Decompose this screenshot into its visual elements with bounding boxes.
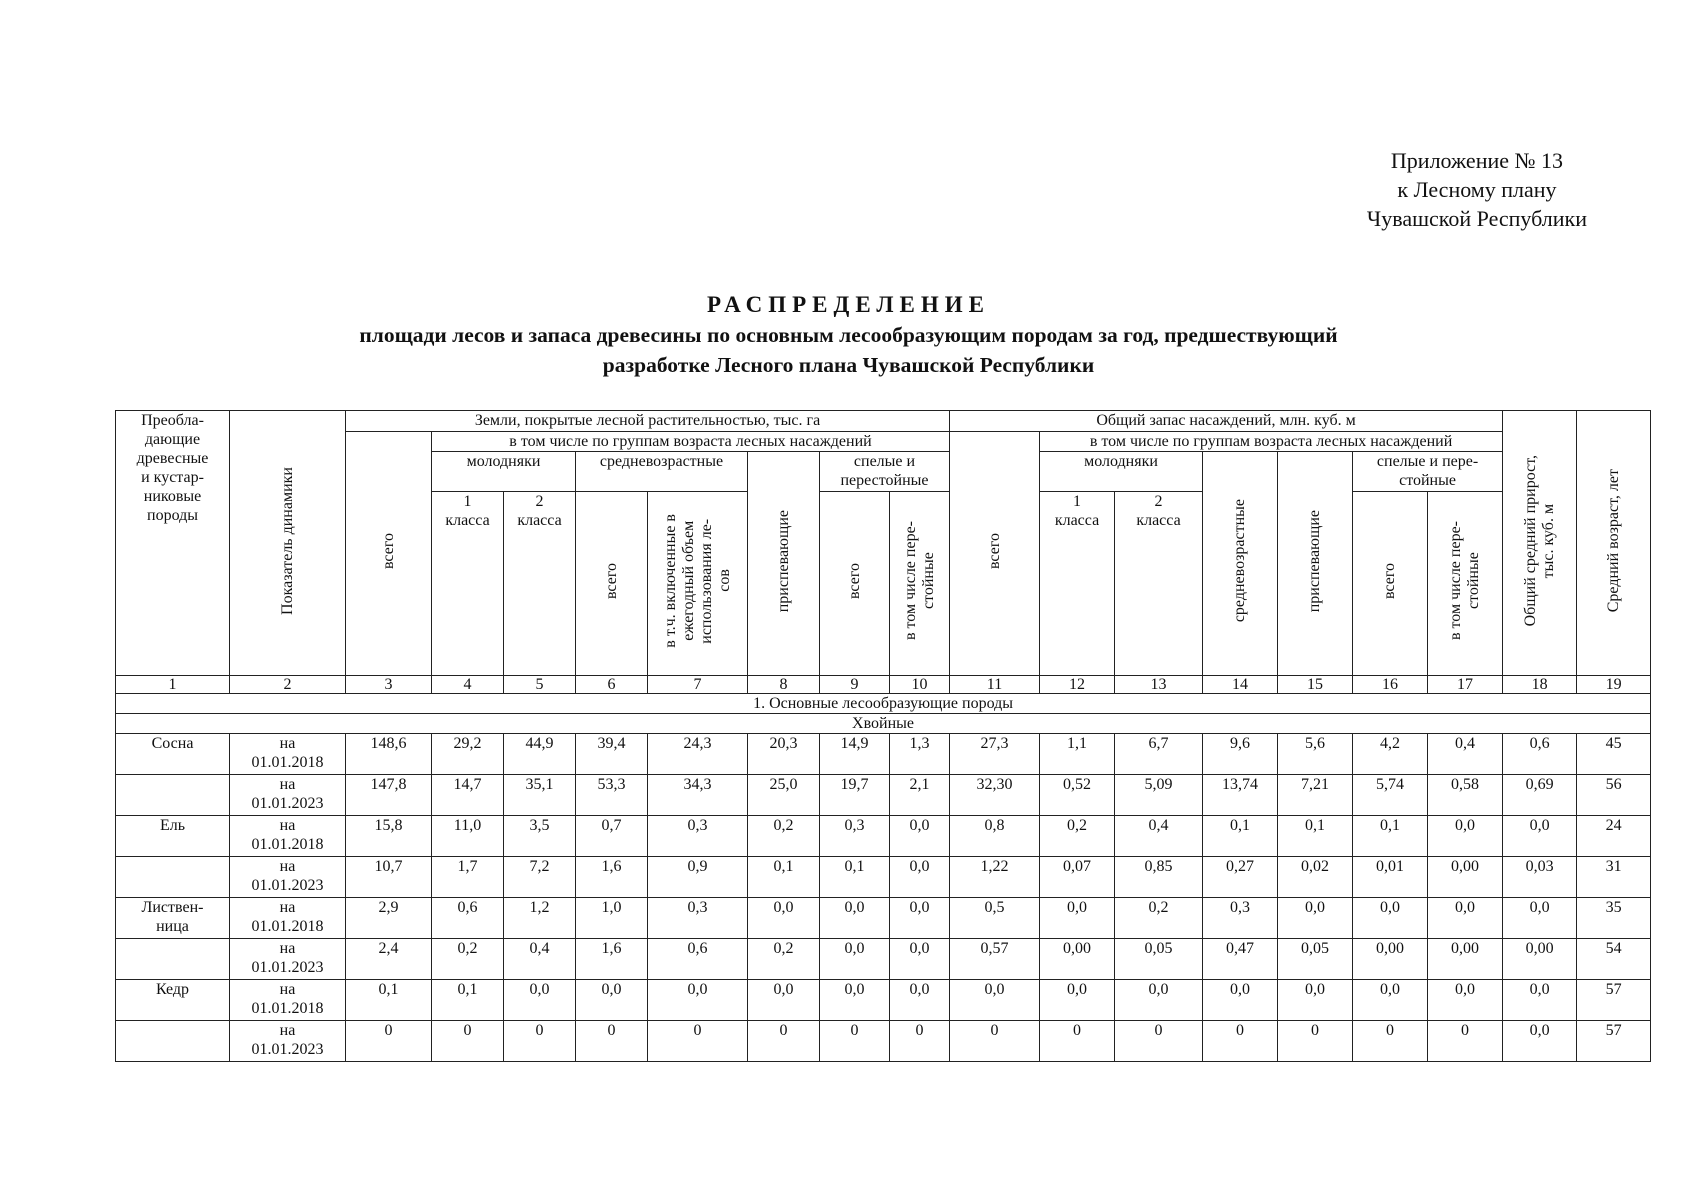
table-cell: 0 bbox=[1203, 1021, 1278, 1062]
table-cell: 0 bbox=[1278, 1021, 1353, 1062]
table-cell: 0,27 bbox=[1203, 857, 1278, 898]
table-cell: 0 bbox=[1428, 1021, 1503, 1062]
table-cell: 0,0 bbox=[1503, 898, 1577, 939]
species-name-continued bbox=[116, 1021, 230, 1062]
header-area-ripening: приспевающие bbox=[748, 452, 820, 676]
table-cell: 14,7 bbox=[432, 775, 504, 816]
column-number: 5 bbox=[504, 676, 576, 694]
table-cell: 147,8 bbox=[346, 775, 432, 816]
distribution-table bbox=[115, 410, 1651, 1062]
table-cell: 0,58 bbox=[1428, 775, 1503, 816]
column-number: 3 bbox=[346, 676, 432, 694]
table-cell: 0,69 bbox=[1503, 775, 1577, 816]
column-number: 15 bbox=[1278, 676, 1353, 694]
appendix-line-3: Чувашской Республики bbox=[1366, 206, 1587, 231]
table-cell: 0,00 bbox=[1428, 939, 1503, 980]
table-cell: 0,00 bbox=[1353, 939, 1428, 980]
table-cell: 0,0 bbox=[1353, 898, 1428, 939]
table-cell: 31 bbox=[1577, 857, 1651, 898]
column-number: 18 bbox=[1503, 676, 1577, 694]
table-cell: 0,0 bbox=[1503, 816, 1577, 857]
table-cell: 0,0 bbox=[890, 816, 950, 857]
header-area-middle: средневозрастные bbox=[576, 452, 748, 492]
table-cell: 0 bbox=[748, 1021, 820, 1062]
column-number: 14 bbox=[1203, 676, 1278, 694]
table-cell: 0,0 bbox=[504, 980, 576, 1021]
table-cell: 24 bbox=[1577, 816, 1651, 857]
header-avg-age: Средний возраст, лет bbox=[1577, 411, 1651, 676]
table-cell: 1,0 bbox=[576, 898, 648, 939]
table-cell: 0 bbox=[1353, 1021, 1428, 1062]
table-cell: 0,1 bbox=[346, 980, 432, 1021]
table-cell: 0,1 bbox=[432, 980, 504, 1021]
species-name: Ель bbox=[116, 816, 230, 857]
table-cell: 0 bbox=[820, 1021, 890, 1062]
table-cell: 0,0 bbox=[748, 898, 820, 939]
column-number: 8 bbox=[748, 676, 820, 694]
dynamics-date: на 01.01.2018 bbox=[230, 898, 346, 939]
table-cell: 0 bbox=[1115, 1021, 1203, 1062]
table-cell: 0,0 bbox=[1428, 980, 1503, 1021]
table-cell: 0,0 bbox=[1278, 898, 1353, 939]
table-cell: 0,0 bbox=[1428, 898, 1503, 939]
table-cell: 0,1 bbox=[1353, 816, 1428, 857]
table-cell: 35,1 bbox=[504, 775, 576, 816]
table-cell: 1,1 bbox=[1040, 734, 1115, 775]
title-subtitle-1: площади лесов и запаса древесины по основным лесообразующим породам за год, предшествующий bbox=[359, 323, 1338, 347]
table-cell: 53,3 bbox=[576, 775, 648, 816]
table-cell: 32,30 bbox=[950, 775, 1040, 816]
dynamics-date: на 01.01.2023 bbox=[230, 939, 346, 980]
title-main: РАСПРЕДЕЛЕНИЕ bbox=[707, 292, 990, 317]
table-cell: 25,0 bbox=[748, 775, 820, 816]
table-cell: 27,3 bbox=[950, 734, 1040, 775]
table-cell: 11,0 bbox=[432, 816, 504, 857]
table-cell: 14,9 bbox=[820, 734, 890, 775]
header-stock-ripening: приспевающие bbox=[1278, 452, 1353, 676]
table-cell: 56 bbox=[1577, 775, 1651, 816]
table-cell: 1,6 bbox=[576, 939, 648, 980]
table-cell: 0,5 bbox=[950, 898, 1040, 939]
header-stock-mature-total: всего bbox=[1353, 492, 1428, 676]
table-cell: 148,6 bbox=[346, 734, 432, 775]
table-cell: 0,2 bbox=[748, 816, 820, 857]
table-cell: 1,7 bbox=[432, 857, 504, 898]
table-cell: 0,0 bbox=[1503, 1021, 1577, 1062]
table-row bbox=[116, 857, 1651, 898]
table-cell: 20,3 bbox=[748, 734, 820, 775]
table-cell: 0 bbox=[890, 1021, 950, 1062]
table-cell: 1,6 bbox=[576, 857, 648, 898]
table-cell: 0,2 bbox=[432, 939, 504, 980]
table-cell: 0,0 bbox=[950, 980, 1040, 1021]
table-cell: 0,2 bbox=[748, 939, 820, 980]
table-cell: 0,4 bbox=[504, 939, 576, 980]
column-number: 17 bbox=[1428, 676, 1503, 694]
header-area-mature-overmature: в том числе пере- стойные bbox=[890, 492, 950, 676]
table-cell: 2,4 bbox=[346, 939, 432, 980]
table-cell: 0,0 bbox=[1353, 980, 1428, 1021]
column-number: 2 bbox=[230, 676, 346, 694]
table-cell: 0,0 bbox=[1040, 898, 1115, 939]
table-cell: 0 bbox=[576, 1021, 648, 1062]
appendix-note bbox=[1367, 146, 1587, 233]
table-cell: 0,0 bbox=[1503, 980, 1577, 1021]
table-cell: 0,47 bbox=[1203, 939, 1278, 980]
table-cell: 5,74 bbox=[1353, 775, 1428, 816]
dynamics-date: на 01.01.2018 bbox=[230, 980, 346, 1021]
table-cell: 0,03 bbox=[1503, 857, 1577, 898]
appendix-line-1: Приложение № 13 bbox=[1390, 148, 1563, 173]
table-cell: 0,85 bbox=[1115, 857, 1203, 898]
table-cell: 0,0 bbox=[1040, 980, 1115, 1021]
table-cell: 19,7 bbox=[820, 775, 890, 816]
table-cell: 0,6 bbox=[648, 939, 748, 980]
table-row bbox=[116, 734, 1651, 775]
column-number: 19 bbox=[1577, 676, 1651, 694]
species-name: Сосна bbox=[116, 734, 230, 775]
header-area-mature: спелые и перестойные bbox=[820, 452, 950, 492]
header-stock-young-class2: 2 класса bbox=[1115, 492, 1203, 676]
table-cell: 0,4 bbox=[1115, 816, 1203, 857]
table-cell: 1,2 bbox=[504, 898, 576, 939]
table-cell: 0,0 bbox=[820, 898, 890, 939]
table-cell: 1,22 bbox=[950, 857, 1040, 898]
table-cell: 0,0 bbox=[890, 980, 950, 1021]
dynamics-date: на 01.01.2023 bbox=[230, 857, 346, 898]
column-number: 6 bbox=[576, 676, 648, 694]
title-subtitle-2: разработке Лесного плана Чувашской Республики bbox=[602, 353, 1095, 377]
table-cell: 0,4 bbox=[1428, 734, 1503, 775]
column-number: 12 bbox=[1040, 676, 1115, 694]
table-cell: 4,2 bbox=[1353, 734, 1428, 775]
table-cell: 0,57 bbox=[950, 939, 1040, 980]
header-increment: Общий средний прирост, тыс. куб. м bbox=[1503, 411, 1577, 676]
table-cell: 0,00 bbox=[1503, 939, 1577, 980]
table-cell: 0,0 bbox=[1203, 980, 1278, 1021]
table-row bbox=[116, 939, 1651, 980]
header-stock-middle: средневозрастные bbox=[1203, 452, 1278, 676]
header-area-group: Земли, покрытые лесной растительностью, тыс. га bbox=[346, 411, 950, 432]
table-cell: 0,1 bbox=[1278, 816, 1353, 857]
table-cell: 0,0 bbox=[890, 939, 950, 980]
table-cell: 0 bbox=[504, 1021, 576, 1062]
table-cell: 0,7 bbox=[576, 816, 648, 857]
table-cell: 0,02 bbox=[1278, 857, 1353, 898]
header-area-middle-incl: в т.ч. включенные в ежегодный объем использования ле- сов bbox=[648, 492, 748, 676]
table-cell: 0 bbox=[950, 1021, 1040, 1062]
table-cell: 0 bbox=[346, 1021, 432, 1062]
column-number: 1 bbox=[116, 676, 230, 694]
table-cell: 0,0 bbox=[890, 857, 950, 898]
table-cell: 0,0 bbox=[576, 980, 648, 1021]
table-row bbox=[116, 898, 1651, 939]
table-cell: 0,01 bbox=[1353, 857, 1428, 898]
header-area-young: молодняки bbox=[432, 452, 576, 492]
table-cell: 7,21 bbox=[1278, 775, 1353, 816]
table-cell: 57 bbox=[1577, 980, 1651, 1021]
dynamics-date: на 01.01.2023 bbox=[230, 775, 346, 816]
table-cell: 0,2 bbox=[1040, 816, 1115, 857]
table-cell: 3,5 bbox=[504, 816, 576, 857]
table-cell: 2,1 bbox=[890, 775, 950, 816]
table-cell: 0,00 bbox=[1040, 939, 1115, 980]
table-cell: 0,0 bbox=[820, 980, 890, 1021]
header-stock-by-age: в том числе по группам возраста лесных насаждений bbox=[1040, 432, 1503, 452]
dynamics-date: на 01.01.2018 bbox=[230, 816, 346, 857]
header-stock-mature-overmature: в том числе пере- стойные bbox=[1428, 492, 1503, 676]
header-area-young-class2: 2 класса bbox=[504, 492, 576, 676]
table-cell: 0,07 bbox=[1040, 857, 1115, 898]
table-cell: 7,2 bbox=[504, 857, 576, 898]
table-cell: 0 bbox=[432, 1021, 504, 1062]
column-number: 11 bbox=[950, 676, 1040, 694]
table-cell: 0,3 bbox=[820, 816, 890, 857]
header-stock-group: Общий запас насаждений, млн. куб. м bbox=[950, 411, 1503, 432]
table-cell: 34,3 bbox=[648, 775, 748, 816]
header-stock-total: всего bbox=[950, 432, 1040, 676]
column-number: 13 bbox=[1115, 676, 1203, 694]
table-cell: 0,0 bbox=[648, 980, 748, 1021]
table-cell: 5,09 bbox=[1115, 775, 1203, 816]
table-row bbox=[116, 1021, 1651, 1062]
table-cell: 39,4 bbox=[576, 734, 648, 775]
column-number: 10 bbox=[890, 676, 950, 694]
table-cell: 0,05 bbox=[1115, 939, 1203, 980]
table-cell: 6,7 bbox=[1115, 734, 1203, 775]
species-name: Листвен- ница bbox=[116, 898, 230, 939]
table-cell: 44,9 bbox=[504, 734, 576, 775]
header-area-middle-total: всего bbox=[576, 492, 648, 676]
table-cell: 0,05 bbox=[1278, 939, 1353, 980]
table-cell: 0,6 bbox=[432, 898, 504, 939]
table-row bbox=[116, 980, 1651, 1021]
table-cell: 0,3 bbox=[648, 898, 748, 939]
section-heading: 1. Основные лесообразующие породы bbox=[116, 694, 1651, 714]
table-cell: 2,9 bbox=[346, 898, 432, 939]
table-cell: 0,0 bbox=[820, 939, 890, 980]
table-cell: 5,6 bbox=[1278, 734, 1353, 775]
table-cell: 0 bbox=[648, 1021, 748, 1062]
table-cell: 0,3 bbox=[648, 816, 748, 857]
table-cell: 0,3 bbox=[1203, 898, 1278, 939]
table-cell: 10,7 bbox=[346, 857, 432, 898]
table-cell: 0,9 bbox=[648, 857, 748, 898]
table-cell: 0,0 bbox=[890, 898, 950, 939]
table-cell: 0,1 bbox=[1203, 816, 1278, 857]
header-dynamics: Показатель динамики bbox=[230, 411, 346, 676]
header-area-young-class1: 1 класса bbox=[432, 492, 504, 676]
header-species: Преобла- дающие древесные и кустар- никовые породы bbox=[116, 411, 230, 676]
table-cell: 0,52 bbox=[1040, 775, 1115, 816]
table-cell: 0,2 bbox=[1115, 898, 1203, 939]
header-area-by-age: в том числе по группам возраста лесных насаждений bbox=[432, 432, 950, 452]
species-name-continued bbox=[116, 775, 230, 816]
table-cell: 0,6 bbox=[1503, 734, 1577, 775]
document-title bbox=[0, 290, 1697, 380]
table-cell: 0,1 bbox=[820, 857, 890, 898]
table-row bbox=[116, 816, 1651, 857]
dynamics-date: на 01.01.2018 bbox=[230, 734, 346, 775]
table-cell: 57 bbox=[1577, 1021, 1651, 1062]
table-cell: 0,0 bbox=[1115, 980, 1203, 1021]
table-cell: 0,8 bbox=[950, 816, 1040, 857]
header-stock-mature: спелые и пере- стойные bbox=[1353, 452, 1503, 492]
column-number: 9 bbox=[820, 676, 890, 694]
table-cell: 24,3 bbox=[648, 734, 748, 775]
table-cell: 54 bbox=[1577, 939, 1651, 980]
dynamics-date: на 01.01.2023 bbox=[230, 1021, 346, 1062]
table-cell: 45 bbox=[1577, 734, 1651, 775]
table-cell: 0,0 bbox=[1278, 980, 1353, 1021]
table-cell: 15,8 bbox=[346, 816, 432, 857]
column-number: 16 bbox=[1353, 676, 1428, 694]
header-area-mature-total: всего bbox=[820, 492, 890, 676]
table-cell: 0,0 bbox=[748, 980, 820, 1021]
subsection-heading: Хвойные bbox=[116, 714, 1651, 734]
table-cell: 0 bbox=[1040, 1021, 1115, 1062]
table-row bbox=[116, 775, 1651, 816]
species-name-continued bbox=[116, 857, 230, 898]
table-cell: 1,3 bbox=[890, 734, 950, 775]
table-cell: 35 bbox=[1577, 898, 1651, 939]
species-name-continued bbox=[116, 939, 230, 980]
appendix-line-2: к Лесному плану bbox=[1397, 177, 1557, 202]
table-cell: 0,00 bbox=[1428, 857, 1503, 898]
column-numbers-row bbox=[116, 676, 1651, 694]
table-cell: 0,1 bbox=[748, 857, 820, 898]
column-number: 4 bbox=[432, 676, 504, 694]
table-cell: 0,0 bbox=[1428, 816, 1503, 857]
table-cell: 29,2 bbox=[432, 734, 504, 775]
header-stock-young: молодняки bbox=[1040, 452, 1203, 492]
table-cell: 13,74 bbox=[1203, 775, 1278, 816]
table-cell: 9,6 bbox=[1203, 734, 1278, 775]
species-name: Кедр bbox=[116, 980, 230, 1021]
column-number: 7 bbox=[648, 676, 748, 694]
header-area-total: всего bbox=[346, 432, 432, 676]
header-stock-young-class1: 1 класса bbox=[1040, 492, 1115, 676]
